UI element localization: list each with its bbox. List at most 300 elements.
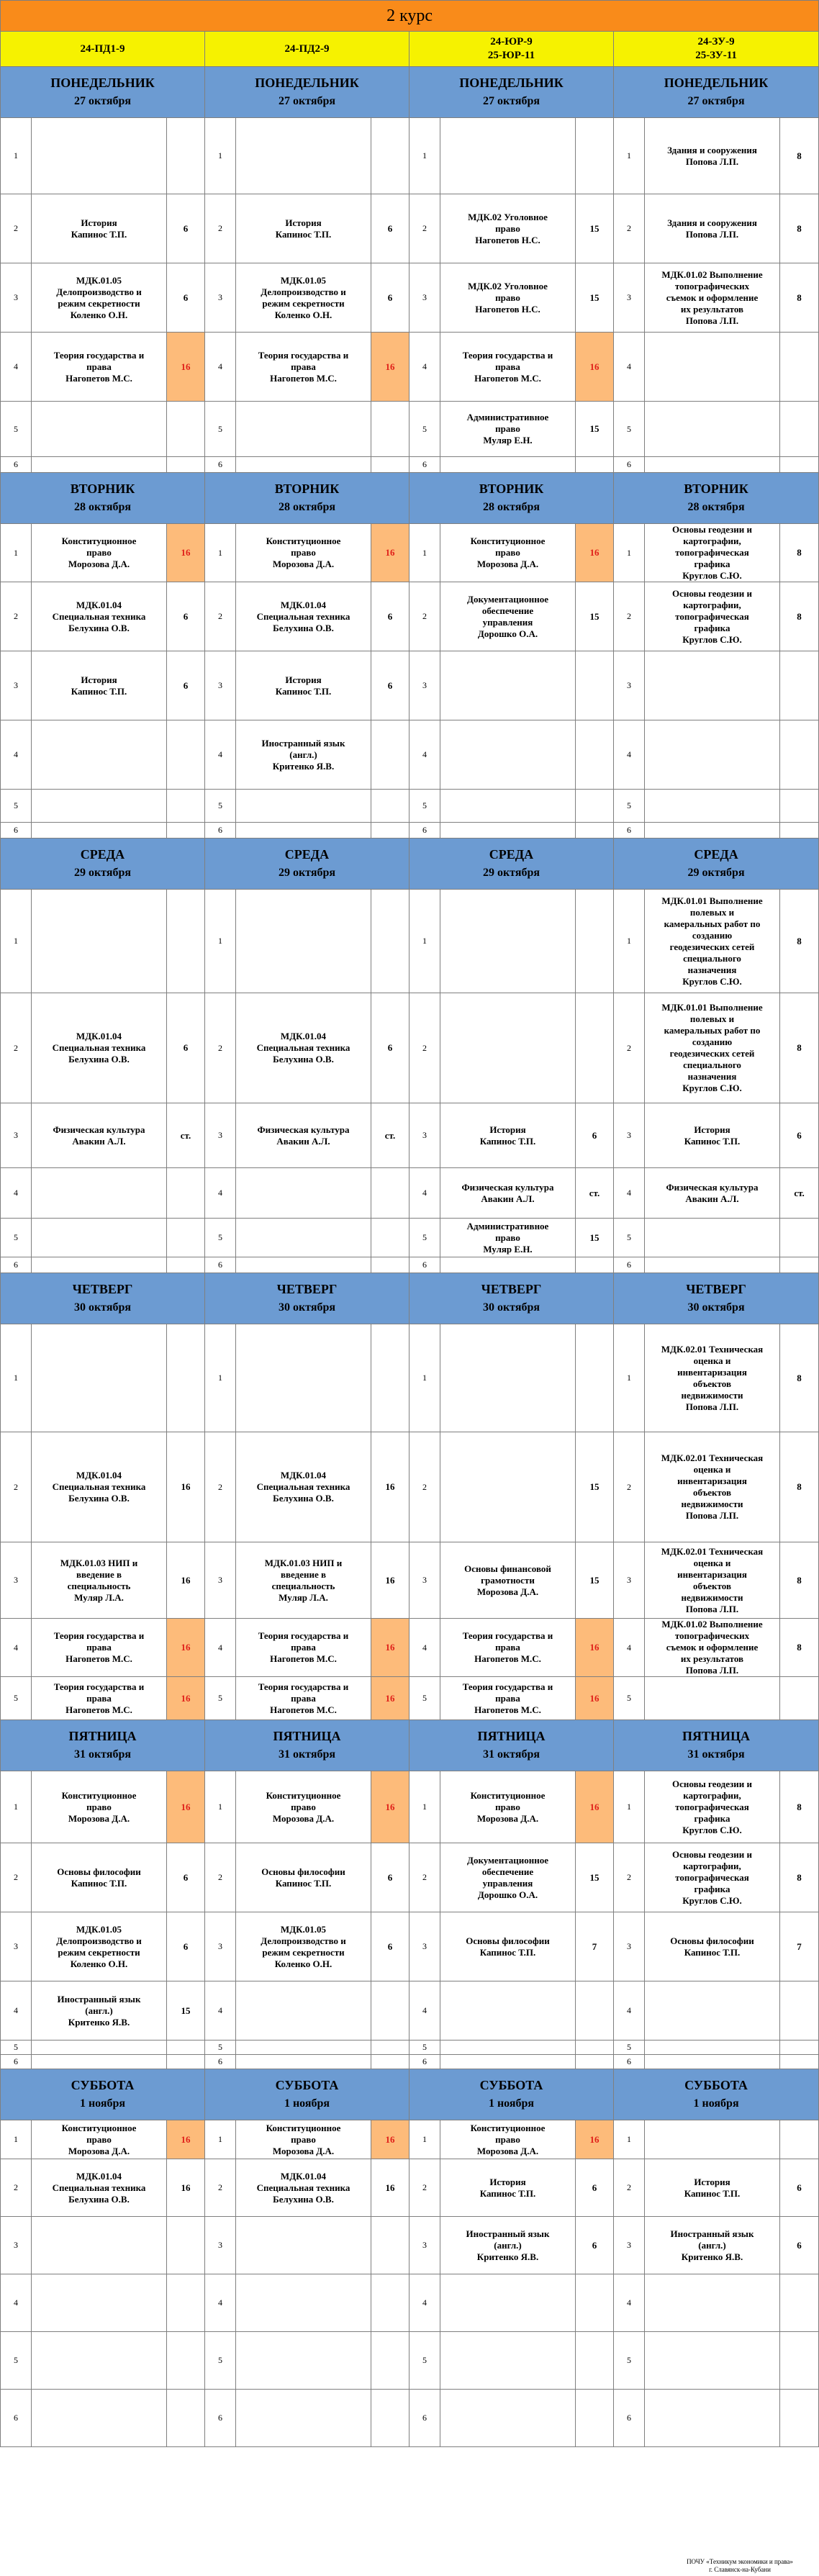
- subject-line: топографических: [674, 1630, 750, 1641]
- subject-line: геодезических сетей: [669, 1048, 755, 1059]
- lesson-subject: [440, 651, 576, 720]
- lesson-number: 2: [205, 2159, 236, 2217]
- lesson-row: [1, 2274, 819, 2332]
- lesson-number: 5: [205, 1219, 236, 1257]
- lesson-row: [1, 1677, 819, 1720]
- lesson-room: [371, 2332, 410, 2390]
- lesson-subject: [440, 1103, 576, 1168]
- lesson-number: 1: [1, 890, 32, 993]
- day-date: 29 октября: [73, 867, 132, 879]
- subject-line: картографии,: [683, 535, 741, 546]
- lesson-subject: [32, 2055, 167, 2069]
- lesson-row: [1, 1981, 819, 2041]
- lesson-room: [780, 1677, 819, 1720]
- lesson-number: 1: [205, 1771, 236, 1843]
- lesson-subject: [32, 1677, 167, 1720]
- subject-line: Физическая культура: [461, 1181, 554, 1193]
- subject-line: Круглов С.Ю.: [682, 633, 742, 645]
- lesson-number: 6: [1, 2055, 32, 2069]
- subject-line: Нагопетов М.С.: [474, 372, 541, 384]
- lesson-number: 6: [410, 457, 440, 473]
- lesson-subject: [645, 1324, 780, 1432]
- lesson-room: 16: [576, 333, 614, 402]
- lesson-room: 6: [371, 582, 410, 651]
- subject-line: графика: [694, 1812, 730, 1824]
- lesson-subject: [440, 720, 576, 790]
- day-date: 1 ноября: [693, 2097, 739, 2110]
- subject-line: Документационное: [467, 593, 548, 605]
- subject-line: Специальная техника: [256, 2182, 350, 2193]
- lesson-number: 2: [614, 993, 645, 1103]
- day-header: [1, 1273, 205, 1324]
- lesson-row: [1, 1168, 819, 1219]
- lesson-room: [167, 402, 205, 457]
- lesson-number: 1: [205, 1324, 236, 1432]
- subject-line: Коленко О.Н.: [274, 1958, 332, 1969]
- subject-line: Капинос Т.П.: [479, 1946, 536, 1958]
- subject-line: Муляр Л.А.: [279, 1591, 328, 1603]
- lesson-room: 15: [167, 1981, 205, 2041]
- subject-line: Капинос Т.П.: [684, 2187, 741, 2199]
- lesson-subject: [645, 890, 780, 993]
- lesson-number: 4: [205, 720, 236, 790]
- lesson-subject: [645, 1843, 780, 1912]
- lesson-room: [780, 2332, 819, 2390]
- subject-line: Административное: [466, 412, 549, 422]
- lesson-room: [371, 2274, 410, 2332]
- lesson-number: 4: [614, 1619, 645, 1677]
- group-name-line: 24-ЗУ-9: [697, 36, 735, 48]
- lesson-row: [1, 1219, 819, 1257]
- lesson-subject: [236, 333, 371, 402]
- lesson-subject: [236, 1677, 371, 1720]
- day-date: 31 октября: [687, 1748, 745, 1761]
- subject-line: Коленко О.Н.: [70, 309, 128, 320]
- subject-line: Конституционное: [61, 1789, 137, 1801]
- day-header-row: [1, 473, 819, 524]
- subject-line: Белухина О.В.: [273, 1054, 334, 1065]
- lesson-room: 16: [576, 524, 614, 582]
- lesson-subject: [440, 890, 576, 993]
- lesson-subject: [645, 194, 780, 263]
- lesson-number: 2: [1, 1843, 32, 1912]
- lesson-number: 6: [1, 457, 32, 473]
- lesson-room: 16: [167, 524, 205, 582]
- subject-line: Белухина О.В.: [68, 1054, 130, 1065]
- subject-line: (англ.): [494, 2239, 522, 2251]
- day-header: [205, 1273, 410, 1324]
- lesson-room: 6: [371, 651, 410, 720]
- subject-line: Капинос Т.П.: [275, 228, 332, 240]
- course-title: 2 курс: [1, 1, 819, 32]
- subject-line: Конституционное: [470, 535, 546, 546]
- subject-line: Делопроизводство и: [56, 1935, 142, 1946]
- lesson-subject: [440, 1219, 576, 1257]
- day-header-row: [1, 1273, 819, 1324]
- lesson-room: 6: [576, 2217, 614, 2274]
- day-header: [205, 2069, 410, 2120]
- lesson-room: 8: [780, 890, 819, 993]
- lesson-room: 6: [576, 1103, 614, 1168]
- lesson-number: 3: [410, 1912, 440, 1981]
- lesson-number: 5: [614, 1677, 645, 1720]
- subject-line: недвижимости: [681, 1389, 743, 1401]
- lesson-number: 4: [410, 1168, 440, 1219]
- lesson-row: [1, 1619, 819, 1677]
- subject-line: полевых и: [689, 906, 735, 918]
- day-name: СРЕДА: [80, 847, 125, 862]
- subject-line: топографическая: [675, 610, 749, 622]
- lesson-room: [371, 1324, 410, 1432]
- subject-line: Круглов С.Ю.: [682, 570, 742, 581]
- subject-line: топографических: [674, 280, 750, 292]
- lesson-room: 15: [576, 194, 614, 263]
- lesson-subject: [440, 2041, 576, 2055]
- lesson-room: [780, 2120, 819, 2159]
- subject-line: Попова Л.П.: [685, 1665, 739, 1676]
- lesson-subject: [236, 1843, 371, 1912]
- day-name: СУББОТА: [275, 2078, 339, 2092]
- lesson-room: 8: [780, 118, 819, 194]
- lesson-row: [1, 890, 819, 993]
- lesson-number: 2: [1, 2159, 32, 2217]
- lesson-room: [371, 720, 410, 790]
- lesson-room: 16: [371, 1619, 410, 1677]
- day-header: [614, 1273, 819, 1324]
- lesson-room: 16: [576, 2120, 614, 2159]
- lesson-number: 2: [410, 1432, 440, 1542]
- subject-line: Теория государства и: [258, 1681, 349, 1692]
- lesson-room: [576, 993, 614, 1103]
- lesson-number: 4: [410, 1619, 440, 1677]
- day-header: [1, 2069, 205, 2120]
- subject-line: Попова Л.П.: [685, 1510, 739, 1521]
- lesson-number: 6: [1, 823, 32, 839]
- lesson-row: [1, 790, 819, 823]
- lesson-room: [780, 1981, 819, 2041]
- subject-line: Нагопетов М.С.: [65, 372, 132, 384]
- subject-line: права: [495, 1642, 520, 1653]
- lesson-number: 3: [614, 263, 645, 333]
- subject-line: картографии,: [683, 599, 741, 610]
- lesson-number: 6: [614, 2390, 645, 2447]
- lesson-number: 5: [410, 2041, 440, 2055]
- subject-line: Морозова Д.А.: [476, 2145, 539, 2156]
- day-header: [410, 1720, 614, 1771]
- lesson-number: 2: [205, 582, 236, 651]
- lesson-subject: [32, 1257, 167, 1273]
- subject-line: право: [495, 222, 520, 234]
- subject-line: Круглов С.Ю.: [682, 1894, 742, 1906]
- day-header: [614, 67, 819, 118]
- lesson-row: [1, 582, 819, 651]
- subject-line: Белухина О.В.: [273, 1493, 334, 1504]
- lesson-room: [167, 2390, 205, 2447]
- lesson-number: 4: [1, 1168, 32, 1219]
- lesson-number: 5: [1, 1677, 32, 1720]
- lesson-number: 1: [614, 890, 645, 993]
- subject-line: МДК.01.05: [76, 274, 122, 286]
- lesson-room: [167, 2217, 205, 2274]
- day-header-row: [1, 839, 819, 890]
- day-date: 28 октября: [73, 501, 132, 513]
- subject-line: Попова Л.П.: [685, 155, 739, 167]
- lesson-subject: [236, 194, 371, 263]
- lesson-subject: [440, 993, 576, 1103]
- subject-line: права: [86, 1642, 112, 1653]
- subject-line: Нагопетов М.С.: [474, 1653, 541, 1664]
- lesson-number: 2: [410, 194, 440, 263]
- subject-line: недвижимости: [681, 1499, 743, 1509]
- group-name-line: 25-ЮР-11: [487, 50, 535, 61]
- lesson-subject: [236, 1542, 371, 1619]
- day-name: СУББОТА: [71, 2078, 135, 2092]
- subject-line: право: [495, 292, 520, 303]
- subject-line: Круглов С.Ю.: [682, 1824, 742, 1835]
- lesson-subject: [32, 1432, 167, 1542]
- lesson-number: 2: [1, 194, 32, 263]
- lesson-room: ст.: [371, 1103, 410, 1168]
- lesson-number: 3: [205, 2217, 236, 2274]
- lesson-number: 6: [410, 1257, 440, 1273]
- subject-line: Специальная техника: [256, 1042, 350, 1053]
- lesson-room: ст.: [576, 1168, 614, 1219]
- subject-line: (англ.): [698, 2239, 726, 2251]
- subject-line: Теория государства и: [462, 1630, 553, 1641]
- lesson-subject: [440, 823, 576, 839]
- lesson-number: 3: [614, 2217, 645, 2274]
- lesson-number: 3: [410, 263, 440, 333]
- lesson-subject: [440, 2120, 576, 2159]
- lesson-subject: [440, 263, 576, 333]
- lesson-room: [780, 720, 819, 790]
- lesson-room: [576, 823, 614, 839]
- lesson-number: 3: [1, 1542, 32, 1619]
- day-name: СРЕДА: [489, 847, 534, 862]
- lesson-room: [167, 890, 205, 993]
- lesson-room: [576, 2274, 614, 2332]
- lesson-room: 6: [167, 993, 205, 1103]
- day-name: ВТОРНИК: [70, 482, 135, 496]
- subject-line: Морозова Д.А.: [272, 1812, 335, 1824]
- subject-line: Иностранный язык: [57, 1993, 141, 2005]
- lesson-room: [576, 890, 614, 993]
- lesson-subject: [32, 1103, 167, 1168]
- subject-line: МДК.01.04: [76, 2170, 122, 2182]
- subject-line: права: [86, 1692, 112, 1704]
- lesson-subject: [440, 1981, 576, 2041]
- lesson-number: 5: [205, 402, 236, 457]
- lesson-subject: [236, 720, 371, 790]
- lesson-number: 2: [1, 582, 32, 651]
- lesson-number: 1: [1, 1771, 32, 1843]
- lesson-room: 6: [167, 651, 205, 720]
- day-name: СУББОТА: [684, 2078, 748, 2092]
- lesson-subject: [32, 1324, 167, 1432]
- lesson-number: 3: [1, 651, 32, 720]
- lesson-number: 5: [1, 402, 32, 457]
- day-header: [410, 473, 614, 524]
- lesson-room: 6: [371, 993, 410, 1103]
- day-name: ПОНЕДЕЛЬНИК: [255, 76, 359, 90]
- day-header: [1, 1720, 205, 1771]
- lesson-number: 5: [1, 1219, 32, 1257]
- lesson-room: [167, 1219, 205, 1257]
- subject-line: Морозова Д.А.: [476, 1812, 539, 1824]
- lesson-number: 5: [1, 790, 32, 823]
- lesson-room: [371, 1168, 410, 1219]
- lesson-subject: [645, 1103, 780, 1168]
- subject-line: Дорошко О.А.: [477, 1889, 538, 1900]
- lesson-room: 8: [780, 1619, 819, 1677]
- lesson-subject: [645, 2390, 780, 2447]
- lesson-room: 15: [576, 1843, 614, 1912]
- subject-line: обеспечение: [481, 1866, 534, 1877]
- lesson-room: [780, 333, 819, 402]
- lesson-room: [576, 118, 614, 194]
- lesson-row: [1, 1257, 819, 1273]
- subject-line: (англ.): [289, 749, 317, 760]
- lesson-row: [1, 333, 819, 402]
- subject-line: Белухина О.В.: [273, 2193, 334, 2205]
- group-name: [1, 32, 205, 67]
- lesson-subject: [645, 263, 780, 333]
- subject-line: Белухина О.В.: [273, 622, 334, 633]
- subject-line: Попова Л.П.: [685, 228, 739, 240]
- subject-line: права: [495, 361, 520, 372]
- subject-line: МДК.01.04: [76, 1470, 122, 1481]
- lesson-number: 6: [1, 1257, 32, 1273]
- lesson-number: 2: [614, 1843, 645, 1912]
- lesson-subject: [236, 2332, 371, 2390]
- lesson-subject: [236, 2217, 371, 2274]
- subject-line: Конституционное: [470, 2122, 546, 2133]
- lesson-subject: [236, 993, 371, 1103]
- lesson-subject: [32, 1219, 167, 1257]
- lesson-subject: [440, 402, 576, 457]
- subject-line: Белухина О.В.: [68, 2193, 130, 2205]
- subject-line: Конституционное: [61, 535, 137, 546]
- lesson-number: 5: [205, 2041, 236, 2055]
- subject-line: инвентаризация: [677, 1366, 747, 1378]
- subject-line: Основы философии: [466, 1935, 550, 1946]
- lesson-subject: [32, 2274, 167, 2332]
- day-date: 29 октября: [278, 867, 336, 879]
- lesson-number: 4: [614, 1168, 645, 1219]
- lesson-room: [167, 790, 205, 823]
- subject-line: История: [489, 1124, 526, 1135]
- subject-line: Белухина О.В.: [68, 1493, 130, 1504]
- lesson-number: 2: [1, 993, 32, 1103]
- lesson-room: [371, 1257, 410, 1273]
- lesson-room: 7: [780, 1912, 819, 1981]
- lesson-subject: [32, 118, 167, 194]
- lesson-subject: [440, 790, 576, 823]
- lesson-number: 6: [1, 2390, 32, 2447]
- lesson-number: 4: [614, 720, 645, 790]
- day-date: 28 октября: [482, 501, 540, 513]
- lesson-number: 3: [1, 2217, 32, 2274]
- lesson-subject: [32, 890, 167, 993]
- lesson-room: 16: [167, 1677, 205, 1720]
- lesson-room: [780, 823, 819, 839]
- lesson-row: [1, 993, 819, 1103]
- lesson-room: [167, 118, 205, 194]
- subject-line: топографическая: [675, 1871, 749, 1883]
- subject-line: введение в: [280, 1568, 326, 1580]
- subject-line: История: [81, 217, 117, 228]
- lesson-number: 2: [614, 2159, 645, 2217]
- day-date: 1 ноября: [488, 2097, 535, 2110]
- lesson-subject: [236, 890, 371, 993]
- subject-line: режим секретности: [58, 297, 140, 309]
- subject-line: МДК.01.05: [280, 274, 327, 286]
- subject-line: Основы философии: [670, 1935, 754, 1946]
- lesson-subject: [645, 720, 780, 790]
- lesson-number: 6: [614, 823, 645, 839]
- lesson-room: [371, 1981, 410, 2041]
- lesson-subject: [645, 118, 780, 194]
- lesson-number: 6: [205, 457, 236, 473]
- lesson-number: 2: [614, 1432, 645, 1542]
- day-date: 30 октября: [482, 1301, 540, 1314]
- subject-line: камеральных работ по: [664, 1025, 761, 1036]
- day-name: ЧЕТВЕРГ: [481, 1282, 542, 1296]
- lesson-number: 4: [1, 1619, 32, 1677]
- lesson-row: [1, 118, 819, 194]
- subject-line: право: [86, 1801, 112, 1812]
- subject-line: право: [495, 2133, 520, 2145]
- day-header: [410, 1273, 614, 1324]
- day-date: 29 октября: [482, 867, 540, 879]
- lesson-room: [780, 2055, 819, 2069]
- lesson-subject: [440, 2159, 576, 2217]
- lesson-number: 5: [205, 790, 236, 823]
- subject-line: История: [489, 2176, 526, 2187]
- lesson-row: [1, 524, 819, 582]
- lesson-number: 3: [1, 263, 32, 333]
- subject-line: Здания и сооружения: [667, 144, 757, 155]
- lesson-room: 16: [167, 1619, 205, 1677]
- lesson-row: [1, 2120, 819, 2159]
- lesson-subject: [32, 457, 167, 473]
- subject-line: топографическая: [675, 1801, 749, 1812]
- lesson-number: 4: [410, 1981, 440, 2041]
- lesson-subject: [236, 2041, 371, 2055]
- day-header-row: [1, 1720, 819, 1771]
- lesson-subject: [440, 118, 576, 194]
- subject-line: картографии,: [683, 1789, 741, 1801]
- lesson-room: ст.: [780, 1168, 819, 1219]
- lesson-room: [371, 890, 410, 993]
- subject-line: МДК.01.03 НИП и: [264, 1557, 343, 1568]
- subject-line: Специальная техника: [256, 610, 350, 622]
- lesson-number: 5: [205, 2332, 236, 2390]
- day-name: ПЯТНИЦА: [682, 1729, 751, 1743]
- day-date: 27 октября: [278, 95, 336, 107]
- lesson-subject: [236, 1103, 371, 1168]
- lesson-room: 16: [576, 1677, 614, 1720]
- subject-line: геодезических сетей: [669, 941, 755, 952]
- lesson-number: 5: [205, 1677, 236, 1720]
- subject-line: Теория государства и: [53, 1681, 145, 1692]
- day-date: 29 октября: [687, 867, 745, 879]
- lesson-subject: [440, 1324, 576, 1432]
- lesson-subject: [32, 2120, 167, 2159]
- lesson-number: 2: [410, 582, 440, 651]
- lesson-room: 6: [780, 2217, 819, 2274]
- subject-line: История: [694, 2176, 730, 2187]
